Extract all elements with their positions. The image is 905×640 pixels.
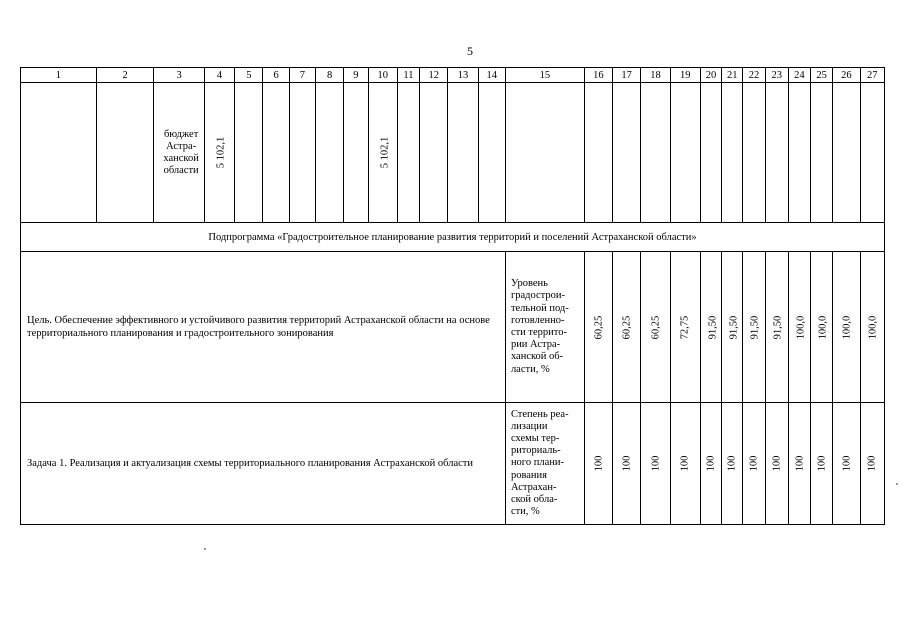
funding-year-cell bbox=[368, 83, 397, 223]
page-number: 5 bbox=[467, 44, 473, 58]
goal-value: 60,25 bbox=[621, 315, 633, 339]
col-header: 18 bbox=[641, 68, 670, 83]
col-header: 26 bbox=[833, 68, 860, 83]
col-header: 3 bbox=[154, 68, 205, 83]
col-header: 25 bbox=[811, 68, 833, 83]
col-header: 24 bbox=[788, 68, 810, 83]
col-header: 2 bbox=[96, 68, 154, 83]
task-value-cell bbox=[811, 403, 833, 525]
indicator-line: ской обла- bbox=[510, 494, 558, 505]
goal-value-cell bbox=[670, 252, 700, 403]
task-value-cell bbox=[765, 403, 788, 525]
goal-row bbox=[21, 252, 885, 403]
funding-source-line: Астра- bbox=[166, 140, 197, 152]
col-header: 21 bbox=[722, 68, 743, 83]
col-header: 14 bbox=[478, 68, 505, 83]
funding-year-value: 5 102,1 bbox=[378, 136, 390, 169]
column-number-row bbox=[21, 68, 885, 83]
indicator-line: рования bbox=[510, 469, 547, 481]
task-value: 100 bbox=[816, 455, 828, 472]
goal-value-cell bbox=[765, 252, 788, 403]
goal-value: 91,50 bbox=[728, 315, 740, 339]
goal-value: 91,50 bbox=[771, 315, 783, 339]
goal-value: 72,75 bbox=[679, 315, 691, 339]
task-value-cell bbox=[743, 403, 765, 525]
goal-value: 60,25 bbox=[649, 315, 661, 339]
goal-value-cell bbox=[613, 252, 641, 403]
goal-value-cell bbox=[584, 252, 612, 403]
goal-value-cell bbox=[833, 252, 860, 403]
task-value-cell bbox=[584, 403, 612, 525]
col-header: 20 bbox=[700, 68, 721, 83]
indicator-line: схемы тер- bbox=[510, 432, 560, 444]
task-value-cell bbox=[860, 403, 884, 525]
funding-source-line: области bbox=[163, 164, 199, 176]
goal-value-cell bbox=[641, 252, 670, 403]
goal-value-cell bbox=[811, 252, 833, 403]
task-text: Задача 1. Реализация и актуализация схемы территориального планирования Астраханской области bbox=[21, 403, 506, 525]
task-value: 100 bbox=[771, 455, 783, 472]
task-value: 100 bbox=[793, 455, 805, 472]
task-value: 100 bbox=[592, 455, 604, 472]
goal-value: 60,25 bbox=[592, 315, 604, 339]
task-value: 100 bbox=[649, 455, 661, 472]
goal-value-cell bbox=[722, 252, 743, 403]
col-header: 10 bbox=[368, 68, 397, 83]
indicator-line: ласти, % bbox=[510, 363, 550, 375]
task-value: 100 bbox=[679, 455, 691, 472]
program-table bbox=[20, 67, 885, 525]
funding-total-value: 5 102,1 bbox=[215, 136, 227, 169]
col-header: 4 bbox=[204, 68, 234, 83]
indicator-line: Степень реа- bbox=[510, 408, 569, 420]
goal-value: 100,0 bbox=[817, 315, 829, 339]
goal-value: 91,50 bbox=[749, 315, 761, 339]
col-header: 17 bbox=[613, 68, 641, 83]
task-value: 100 bbox=[726, 455, 738, 472]
indicator-line: лизации bbox=[510, 420, 548, 432]
goal-text: Цель. Обеспечение эффективного и устойчивого развития территорий Астраханской области на основе территориального планирования и градостроительного зонирования bbox=[21, 252, 506, 403]
budget-row bbox=[21, 83, 885, 223]
col-header: 11 bbox=[397, 68, 419, 83]
task-indicator bbox=[505, 403, 584, 525]
indicator-line: готовленно- bbox=[510, 314, 565, 326]
indicator-line: риториаль- bbox=[510, 445, 561, 457]
col-header: 19 bbox=[670, 68, 700, 83]
indicator-line: рии Астра- bbox=[510, 339, 561, 351]
task-value-cell bbox=[722, 403, 743, 525]
col-header: 13 bbox=[448, 68, 478, 83]
col-header: 12 bbox=[420, 68, 448, 83]
scan-speck bbox=[204, 548, 206, 550]
indicator-line: тельной под- bbox=[510, 302, 569, 314]
col-header: 8 bbox=[316, 68, 344, 83]
col-header: 16 bbox=[584, 68, 612, 83]
task-value: 100 bbox=[840, 455, 852, 472]
task-value-cell bbox=[788, 403, 810, 525]
goal-value-cell bbox=[743, 252, 765, 403]
col-header: 5 bbox=[235, 68, 263, 83]
col-header: 6 bbox=[263, 68, 289, 83]
goal-value-cell bbox=[788, 252, 810, 403]
task-value-cell bbox=[613, 403, 641, 525]
task-value: 100 bbox=[705, 455, 717, 472]
task-row bbox=[21, 403, 885, 525]
funding-total-cell bbox=[204, 83, 234, 223]
goal-value-cell bbox=[700, 252, 721, 403]
funding-source-line: бюджет bbox=[163, 128, 199, 140]
task-value: 100 bbox=[866, 455, 878, 472]
col-header: 27 bbox=[860, 68, 884, 83]
indicator-line: сти, % bbox=[510, 506, 540, 518]
indicator-line: градострои- bbox=[510, 290, 566, 302]
col-header: 15 bbox=[505, 68, 584, 83]
indicator-line: ханской об- bbox=[510, 351, 564, 363]
scan-speck bbox=[896, 483, 898, 485]
goal-value-cell bbox=[860, 252, 884, 403]
goal-value: 100,0 bbox=[866, 315, 878, 339]
subprogram-title: Подпрограмма «Градостроительное планирование развития территорий и поселений Астраханской области» bbox=[21, 223, 885, 252]
col-header: 1 bbox=[21, 68, 97, 83]
task-value-cell bbox=[833, 403, 860, 525]
task-value-cell bbox=[670, 403, 700, 525]
indicator-line: сти террито- bbox=[510, 327, 567, 338]
task-value-cell bbox=[700, 403, 721, 525]
task-value-cell bbox=[641, 403, 670, 525]
col-header: 9 bbox=[344, 68, 368, 83]
funding-source-line: ханской bbox=[163, 152, 199, 164]
col-header: 23 bbox=[765, 68, 788, 83]
goal-value: 100,0 bbox=[840, 315, 852, 339]
indicator-line: ного плани- bbox=[510, 457, 564, 469]
goal-value: 100,0 bbox=[795, 315, 807, 339]
indicator-line: Астрахан- bbox=[510, 481, 557, 493]
task-value: 100 bbox=[621, 455, 633, 472]
task-value: 100 bbox=[748, 455, 760, 472]
col-header: 7 bbox=[289, 68, 315, 83]
funding-source-cell bbox=[154, 83, 205, 223]
indicator-line: Уровень bbox=[510, 278, 548, 290]
col-header: 22 bbox=[743, 68, 765, 83]
goal-value: 91,50 bbox=[707, 315, 719, 339]
subprogram-row bbox=[21, 223, 885, 252]
goal-indicator bbox=[505, 252, 584, 403]
